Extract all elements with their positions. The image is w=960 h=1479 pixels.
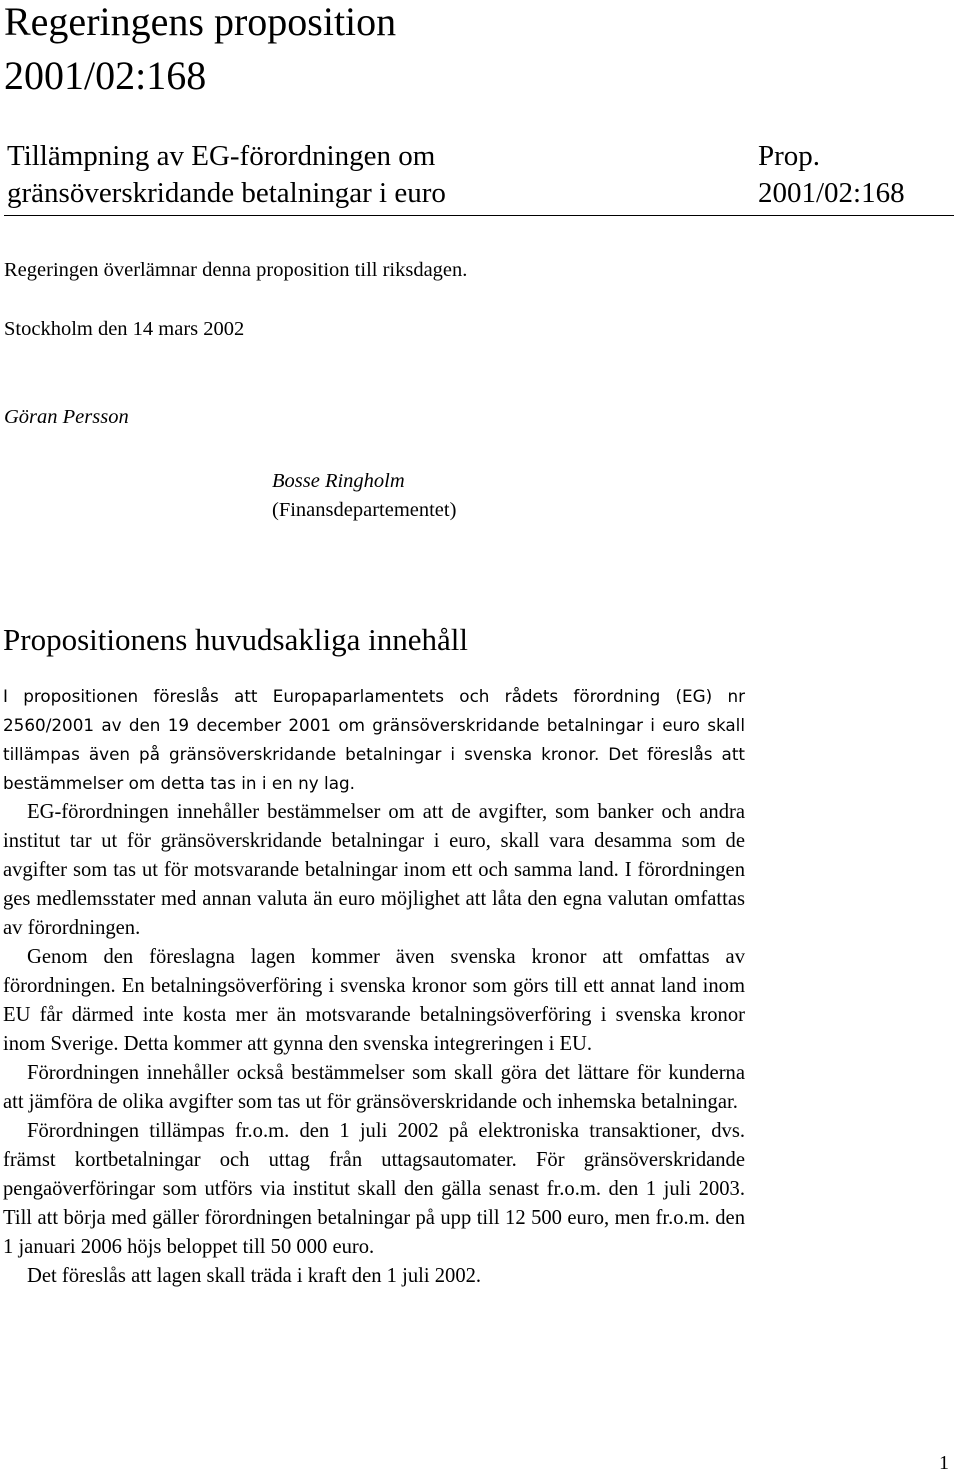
page-number: 1 [939,1452,949,1474]
handover-statement: Regeringen överlämnar denna proposition till riksdagen. [4,259,468,281]
summary-paragraph: Förordningen tillämpas fr.o.m. den 1 juli 2002 på elektroniska transaktioner, dvs. främst kortbetalningar och uttag från uttagsautomater. För gränsöverskridande pengaöverföringar som utförs via institut skall den gälla senast fr.o.m. den 1 juli 2003. Till att börja med gäller förordningen betalningar på upp till 12 500 euro, men fr.o.m. den 1 januari 2006 höjs beloppet till 50 000 euro. [3,1120,745,1258]
signature-primary: Göran Persson [4,406,129,428]
summary-paragraph: Det föreslås att lagen skall träda i kraft den 1 juli 2002. [27,1265,482,1287]
document-subtitle-line-1: Tillämpning av EG-förordningen om [7,140,436,172]
summary-paragraph: Genom den föreslagna lagen kommer även svenska kronor att omfattas av förordningen. En betalningsöverföring i svenska kronor som görs till ett annat land inom EU får därmed inte kosta mer än motsvarande betalningsöverföring i svenska kronor inom Sverige. Detta kommer att gynna den svenska integreringen i EU. [3,946,745,1055]
summary-body [3,682,745,1291]
header-divider [4,215,954,216]
summary-paragraph: EG-förordningen innehåller bestämmelser om att de avgifter, som banker och andra institut tar ut för gränsöverskridande betalningar i euro, skall vara desamma som de avgifter som tas ut för motsvarande betalningar inom ett och samma land. I förordningen ges medlemsstater med annan valuta än euro möjlighet att låta den egna valutan omfattas av förordningen. [3,801,745,939]
prop-label-line-2: 2001/02:168 [758,177,905,209]
document-subtitle-line-2: gränsöverskridande betalningar i euro [7,177,446,209]
signature-department: (Finansdepartementet) [272,499,457,521]
prop-label-line-1: Prop. [758,140,821,172]
document-title-line-1: Regeringens proposition [4,0,397,44]
summary-paragraph: I propositionen föreslås att Europaparlamentets och rådets förordning (EG) nr 2560/2001 av den 19 december 2001 om gränsöverskridande betalningar i euro skall tillämpas även på gränsöverskridande betalningar i svenska kronor. Det föreslås att bestämmelser om detta tas in i en ny lag. [3,686,745,793]
document-title-line-2: 2001/02:168 [4,53,207,98]
signature-secondary: Bosse Ringholm [272,470,405,492]
summary-paragraph: Förordningen innehåller också bestämmelser som skall göra det lättare för kunderna att jämföra de olika avgifter som tas ut för gränsöverskridande och inhemska betalningar. [3,1062,745,1113]
place-date: Stockholm den 14 mars 2002 [4,318,245,340]
summary-heading: Propositionens huvudsakliga innehåll [3,622,468,657]
